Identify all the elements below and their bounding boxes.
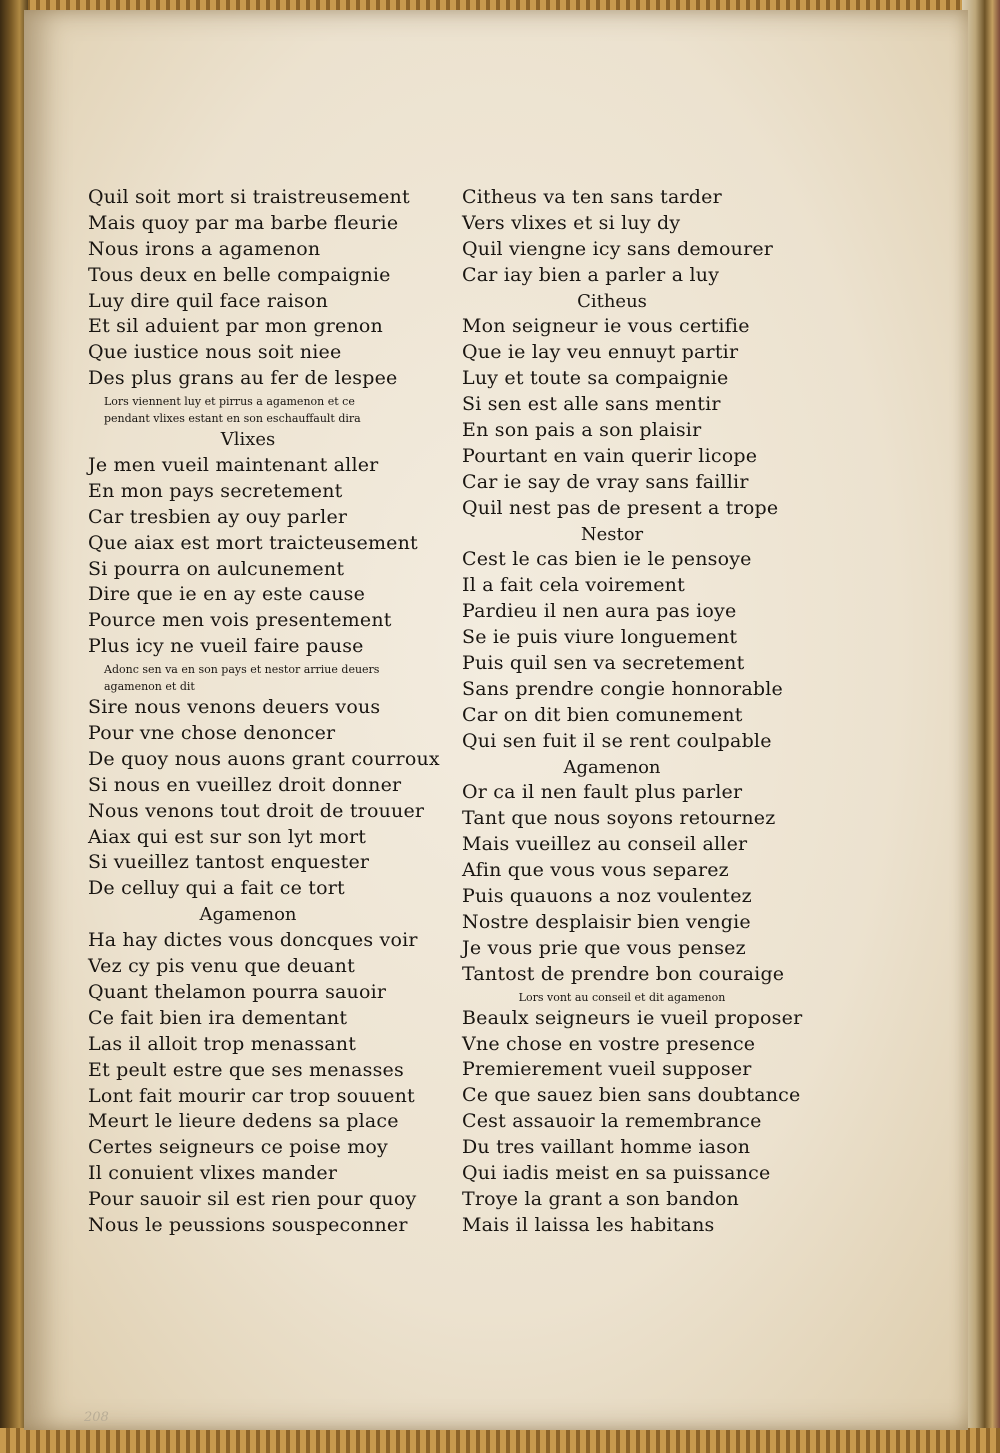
speaker-heading: Citheus [577, 290, 647, 312]
verse-line: Nostre desplaisir bien vengie [462, 910, 751, 933]
verse-line: Vne chose en vostre presence [462, 1032, 756, 1055]
verse-line: Pource men vois presentement [88, 609, 392, 632]
verse-line: Sans prendre congie honnorable [462, 677, 783, 700]
verse-line: Puis quil sen va secretement [462, 652, 745, 675]
verse-line: En mon pays secretement [88, 479, 343, 502]
verse-line: Que iustice nous soit niee [88, 341, 342, 364]
verse-line: Si vueillez tantost enquester [88, 851, 370, 874]
verse-line: Lont fait mourir car trop souuent [88, 1084, 415, 1107]
speaker-heading: Vlixes [220, 429, 276, 451]
verse-line: Car ie say de vray sans faillir [462, 470, 749, 493]
verse-line: Cest le cas bien ie le pensoye [462, 548, 752, 571]
verse-line: Troye la grant a son bandon [462, 1187, 739, 1210]
verse-line: Mais vueillez au conseil aller [462, 833, 748, 856]
verse-line: Pour sauoir sil est rien pour quoy [88, 1188, 417, 1211]
verse-line: Meurt le lieure dedens sa place [88, 1110, 399, 1133]
verse-line: Luy et toute sa compaignie [462, 367, 729, 390]
verse-line: Je men vueil maintenant aller [88, 454, 379, 477]
verse-line: Luy dire quil face raison [88, 289, 329, 312]
verse-line: Premierement vueil supposer [462, 1058, 752, 1081]
verse-line: Il a fait cela voirement [462, 574, 685, 597]
verse-line: Des plus grans au fer de lespee [88, 367, 398, 390]
verse-line: Et peult estre que ses menasses [88, 1058, 404, 1081]
verse-line: Quant thelamon pourra sauoir [88, 980, 387, 1003]
verse-line: Du tres vaillant homme iason [462, 1136, 751, 1159]
verse-line: Si sen est alle sans mentir [462, 393, 721, 416]
left-text-column [88, 185, 468, 1239]
verse-line: Puis quauons a noz voulentez [462, 885, 752, 908]
verse-line: Tantost de prendre bon couraige [462, 962, 785, 985]
verse-line: Pour vne chose denoncer [88, 722, 336, 745]
verse-line: Car iay bien a parler a luy [462, 263, 720, 286]
verse-line: Que ie lay veu ennuyt partir [462, 341, 739, 364]
verse-line: Ha hay dictes vous doncques voir [88, 929, 418, 952]
verse-line: Afin que vous vous separez [462, 859, 729, 882]
stage-direction: Lors viennent luy et pirrus a agamenon et ce [104, 395, 355, 409]
stage-direction: pendant vlixes estant en son eschauffault dira [104, 412, 361, 426]
verse-line: Si pourra on aulcunement [88, 557, 345, 580]
verse-line: Plus icy ne vueil faire pause [88, 635, 364, 658]
verse-line: Las il alloit trop menassant [88, 1032, 357, 1055]
verse-line: Je vous prie que vous pensez [462, 936, 746, 959]
verse-line: Qui iadis meist en sa puissance [462, 1161, 771, 1184]
verse-line: Quil viengne icy sans demourer [462, 237, 774, 260]
verse-line: Citheus va ten sans tarder [462, 186, 722, 208]
verse-line: Ce que sauez bien sans doubtance [462, 1084, 801, 1107]
verse-line: De celluy qui a fait ce tort [88, 877, 345, 900]
verse-line: Se ie puis viure longuement [462, 626, 738, 649]
verse-line: Qui sen fuit il se rent coulpable [462, 729, 772, 752]
verse-line: Il conuient vlixes mander [88, 1162, 338, 1185]
verse-line: Mais il laissa les habitans [462, 1213, 715, 1236]
verse-line: Cest assauoir la remembrance [462, 1110, 762, 1133]
verse-line: Pardieu il nen aura pas ioye [462, 600, 737, 623]
verse-line: Mais quoy par ma barbe fleurie [88, 211, 399, 234]
verse-line: Nous venons tout droit de trouuer [88, 799, 425, 822]
stage-direction: Adonc sen va en son pays et nestor arriue deuers [104, 663, 380, 677]
verse-line: Pourtant en vain querir licope [462, 444, 758, 467]
right-text-column [462, 185, 822, 1239]
verse-line: Aiax qui est sur son lyt mort [88, 825, 367, 848]
speaker-heading: Nestor [580, 523, 644, 545]
verse-line: Vez cy pis venu que deuant [88, 955, 355, 978]
verse-line: Nous irons a agamenon [88, 237, 321, 260]
verse-line: Certes seigneurs ce poise moy [88, 1136, 388, 1159]
verse-line: Car tresbien ay ouy parler [88, 505, 348, 528]
verse-line: Mon seigneur ie vous certifie [462, 315, 750, 338]
folio-mark: 208 [84, 1410, 109, 1425]
book-page [24, 10, 968, 1430]
verse-line: Quil soit mort si traistreusement [88, 186, 410, 208]
speaker-heading: Agamenon [563, 756, 661, 778]
verse-line: Or ca il nen fault plus parler [462, 781, 743, 804]
verse-line: Quil nest pas de present a trope [462, 496, 779, 519]
verse-line: Nous le peussions souspeconner [88, 1213, 408, 1236]
verse-line: Tant que nous soyons retournez [462, 807, 776, 830]
binding-bottom-edge [0, 1428, 1000, 1453]
verse-line: Vers vlixes et si luy dy [462, 211, 681, 234]
verse-line: Car on dit bien comunement [462, 703, 743, 726]
verse-line: En son pais a son plaisir [462, 419, 702, 442]
verse-line: Sire nous venons deuers vous [88, 696, 381, 719]
verse-line: Ce fait bien ira dementant [88, 1006, 348, 1029]
verse-line: Dire que ie en ay este cause [88, 583, 366, 606]
stage-direction: Lors vont au conseil et dit agamenon [518, 990, 726, 1004]
verse-line: Beaulx seigneurs ie vueil proposer [462, 1006, 803, 1029]
verse-line: De quoy nous auons grant courroux [88, 747, 440, 770]
speaker-heading: Agamenon [199, 904, 297, 926]
verse-line: Tous deux en belle compaignie [88, 263, 391, 286]
verse-line: Que aiax est mort traicteusement [88, 531, 418, 554]
stage-direction: agamenon et dit [104, 680, 195, 694]
verse-line: Et sil aduient par mon grenon [88, 315, 383, 338]
verse-line: Si nous en vueillez droit donner [88, 773, 402, 796]
